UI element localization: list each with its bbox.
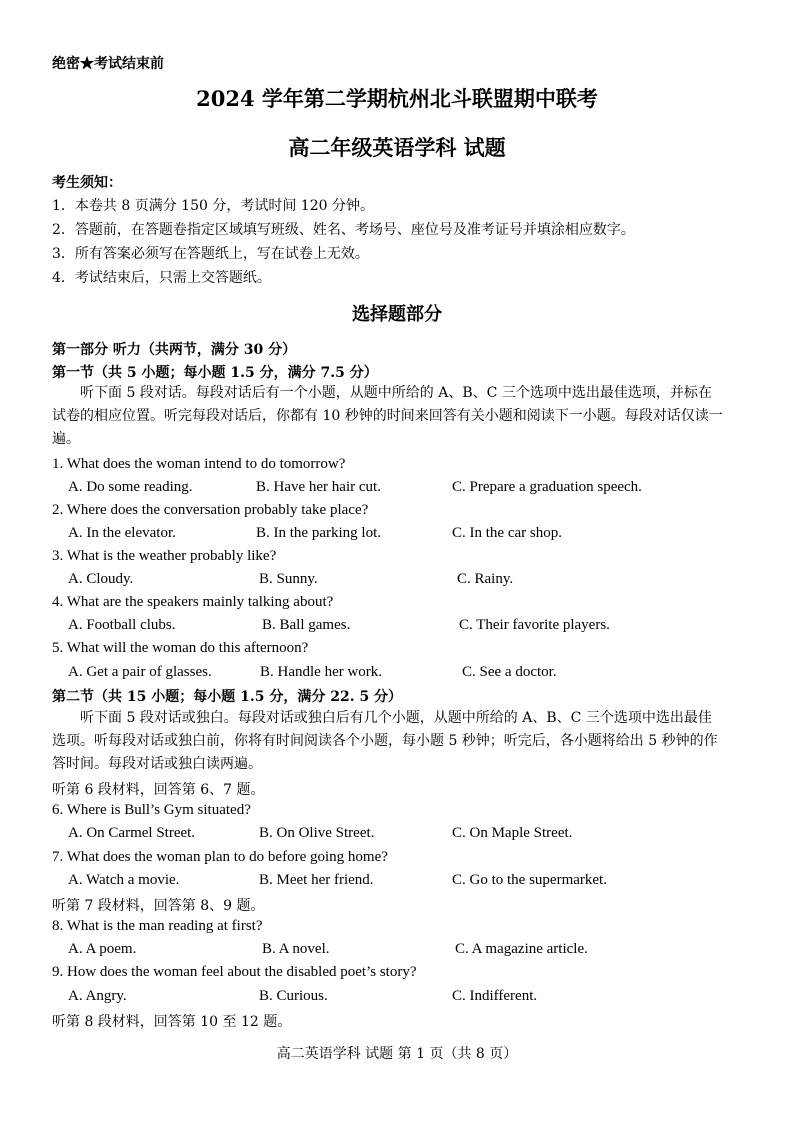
exam-title: 2024 学年第二学期杭州北斗联盟期中联考 [196,86,598,111]
option-b: B. Curious. [259,988,328,1004]
option-c: C. A magazine article. [455,941,588,957]
part-title: 选择题部分 [352,304,442,325]
question-stem: 3. What is the weather probably like? [52,548,277,564]
option-a: A. Cloudy. [68,571,134,587]
question-stem: 2. Where does the conversation probably take place? [52,502,369,518]
option-c: C. Go to the supermarket. [452,872,607,888]
notice-item: 3．所有答案必须写在答题纸上，写在试卷上无效。 [52,246,369,262]
question-stem: 6. Where is Bull’s Gym situated? [52,802,251,818]
notice-item: 1．本卷共 8 页满分 150 分，考试时间 120 分钟。 [52,198,374,214]
option-c: C. On Maple Street. [452,825,573,841]
material-8-note: 听第 8 段材料，回答第 10 至 12 题。 [52,1014,292,1030]
section1-instructions: 听下面 5 段对话。每段对话后有一个小题，从题中所给的 A、B、C 三个选项中选出最佳选项，并标在试卷的相应位置。听完每段对话后，你都有 10 秒钟的时间来回答有关小题和阅读下一小题。每段对话仅读一遍。 [52,385,723,447]
question-stem: 9. How does the woman feel about the disabled poet’s story? [52,964,417,980]
option-c: C. In the car shop. [452,525,562,541]
question-stem: 1. What does the woman intend to do tomorrow? [52,456,346,472]
option-b: B. Have her hair cut. [256,479,381,495]
option-c: C. Their favorite players. [459,617,610,633]
section2-title: 第二节（共 15 小题；每小题 1.5 分，满分 22. 5 分） [52,689,403,705]
question-stem: 5. What will the woman do this afternoon? [52,640,309,656]
notice-heading: 考生须知： [52,175,122,191]
option-b: B. A novel. [262,941,330,957]
option-a: A. On Carmel Street. [68,825,196,841]
option-b: B. Ball games. [262,617,351,633]
confidential-label: 绝密★考试结束前 [52,56,164,72]
section1-title: 第一节（共 5 小题；每小题 1.5 分，满分 7.5 分） [52,365,378,381]
question-stem: 7. What does the woman plan to do before going home? [52,849,388,865]
option-b: B. On Olive Street. [259,825,375,841]
option-b: B. Sunny. [259,571,318,587]
option-a: A. Do some reading. [68,479,193,495]
page-footer: 高二英语学科 试题 第 1 页（共 8 页） [276,1046,518,1062]
option-b: B. In the parking lot. [256,525,381,541]
option-c: C. Prepare a graduation speech. [452,479,642,495]
option-b: B. Handle her work. [260,664,383,680]
option-a: A. A poem. [68,941,137,957]
option-a: A. Watch a movie. [68,872,180,888]
notice-item: 2．答题前，在答题卷指定区域填写班级、姓名、考场号、座位号及准考证号并填涂相应数字。 [52,222,635,238]
notice-item: 4．考试结束后，只需上交答题纸。 [52,270,271,286]
option-a: A. Angry. [68,988,127,1004]
part1-title: 第一部分 听力（共两节，满分 30 分） [52,342,297,358]
question-stem: 4. What are the speakers mainly talking about? [52,594,334,610]
option-c: C. Rainy. [457,571,514,587]
option-c: C. Indifferent. [452,988,538,1004]
exam-subtitle: 高二年级英语学科 试题 [288,135,506,160]
option-a: A. Get a pair of glasses. [68,664,212,680]
question-stem: 8. What is the man reading at first? [52,918,263,934]
material-6-note: 听第 6 段材料，回答第 6、7 题。 [52,782,265,798]
option-a: A. Football clubs. [68,617,176,633]
option-c: C. See a doctor. [462,664,557,680]
option-a: A. In the elevator. [68,525,176,541]
material-7-note: 听第 7 段材料，回答第 8、9 题。 [52,898,265,914]
section2-instructions: 听下面 5 段对话或独白。每段对话或独白后有几个小题，从题中所给的 A、B、C 三个选项中选出最佳选项。听每段对话或独白前，你将有时间阅读各个小题，每小题 5 秒钟；听完后，各小题将给出 5 秒钟的作答时间。每段对话或独白读两遍。 [52,710,718,772]
option-b: B. Meet her friend. [259,872,374,888]
